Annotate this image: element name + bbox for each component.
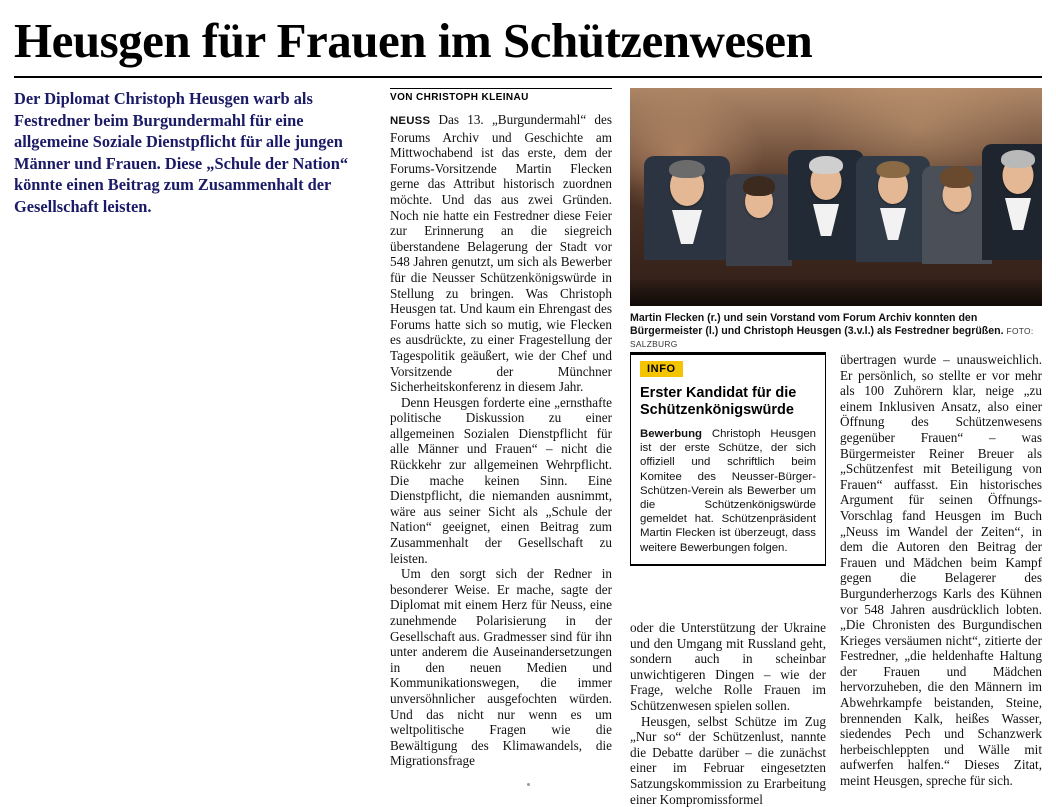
paragraph: Heusgen, selbst Schütze im Zug „Nur so“ der Schützenlust, nannte die Debatte darüber – die zunächst einer im Februar eingesetzten Satzungskommission zu Erarbeitung einer Kompromissformel <box>630 713 826 807</box>
dateline: NEUSS <box>390 115 431 127</box>
paragraph <box>390 112 612 395</box>
paragraph: Denn Heusgen forderte eine „ernsthafte politische Diskussion zu einer allgemeinen Sozialen Dienstpflicht für alle Männer und Frauen“ – nicht die Rückkehr zur allgemeinen Wehrpflicht. Die mache keinen Sinn. Eine Dienstpflicht, die niemanden ausnimmt, wäre aus seiner Sicht als „Schule der Nation“ geeignet, einen Beitrag zum Zusammenhalt der Gesellschaft zu leisten. <box>390 394 612 566</box>
headline-rule <box>14 76 1042 78</box>
paragraph: übertragen wurde – unausweichlich. Er persönlich, so stellte er vor mehr als 100 Zuhörern klar, neige „zu einem Inklusiven Ansatz, also einer Öffnung des Schützenwesens gegenüber Frauen“ – was Bürgermeister Reiner Breuer als „Schützenfest mit Beteiligung von Frauen“ auffasst. Ein historisches Argument für seinen Öffnungs-Vorschlag fand Heusgen im Buch „Neuss im Wandel der Zeiten“, in dem die Autoren den Beitrag der Frauen und Mädchen beim Kampf gegen die Belagerer des Burgunderherzogs Karls des Kühnen vor 548 Jahren ausdrücklich lobten. „Die Chronisten des Burgundischen Krieges versäumen nicht“, zitierte der Festredner, „die heldenhafte Haltung der Frauen und Mädchen hervorzuheben, die den Männern im Abwehrkampfe beistanden, Steine, brennenden Kalk, heißes Wasser, siedendes Pech und Schanzwerk herbeischleppten und Wälle mit aufwerfen halfen.“ Dieses Zitat, meint Heusgen, spreche für sich. <box>840 352 1042 789</box>
photo-scene <box>630 88 1042 306</box>
article-photo <box>630 88 1042 306</box>
paragraph: oder die Unterstützung der Ukraine und den Umgang mit Russland geht, sondern auch in scheinbar unwichtigeren Dingen – wie der Frage, welche Rolle Frauen im Schützenwesen spielen sollen. <box>630 620 826 713</box>
paragraph: Um den sorgt sich der Redner in besonderer Weise. Er mache, sagte der Diplomat mit einem Herz für Neuss, eine zunehmende Polarisierung in der Gesellschaft aus. Gradmesser sind für ihn unter anderem die Auseinandersetzungen in den neuen Medien und Kommunikationswegen, die immer unversöhnlicher ausgefochten würden. Und das nicht nur wenn es um weltpolitische Fragen wie die Bewältigung des Klimawandels, die Migrationsfrage <box>390 566 612 769</box>
info-lead-word: Bewerbung <box>640 428 703 440</box>
info-body-text: Christoph Heusgen ist der erste Schütze, der sich offiziell und schriftlich beim Komitee des Neusser-Bürger-Schützen-Verein als Bewerber um die Schützenkönigswürde gemeldet hat. Schützenpräsident Martin Flecken ist überzeugt, dass weitere Bewerbungen folgen. <box>640 428 816 554</box>
photo-foreground <box>630 280 1042 306</box>
info-title: Erster Kandidat für die Schützenkönigswürde <box>640 385 797 418</box>
lead-paragraph: Der Diplomat Christoph Heusgen warb als Festredner beim Burgundermahl für eine allgemeine Soziale Dienstpflicht für alle jungen Männer und Frauen. Diese „Schule der Nation“ könnte einen Beitrag zum Zusammenhalt der Gesellschaft leisten. <box>14 89 349 216</box>
page-headline: Heusgen für Frauen im Schützenwesen <box>14 13 813 68</box>
page-footer-dot <box>527 783 530 786</box>
article-body-col3 <box>630 620 826 807</box>
photo-caption <box>630 312 1042 351</box>
info-badge: INFO <box>640 361 683 377</box>
info-body <box>640 427 816 555</box>
paragraph-text: Das 13. „Burgundermahl“ des Forums Archiv und Geschichte am Mittwochabend ist das erste, dem der Forums-Vorsitzende Martin Flecken gerne das Attribut historisch zuordnen möchte. Und das aus zwei Gründen. Noch nie hatte ein Festredner diese Feier zur Erinnerung an die siegreich überstandene Belagerung der Stadt vor 548 Jahren genutzt, um sich als Bewerber für die Neusser Schützenkönigswürde in Stellung zu bringen. Was Christoph Heusgen tat. Und kaum ein Ehrengast des Forums hatte sich so mutig, wie Flecken es ausdrückte, zu einer Fragestellung der Tagespolitik geäußert, wie der Chef und Vorsitzende der Münchner Sicherheitskonferenz in diesem Jahr. <box>390 112 612 395</box>
caption-text: Martin Flecken (r.) und sein Vorstand vom Forum Archiv konnten den Bürgermeister (l.) und Christoph Heusgen (3.v.l.) als Festredner begrüßen. <box>630 312 1004 337</box>
article-column-4 <box>840 352 1042 789</box>
article-column-3 <box>630 620 826 807</box>
article-byline: VON CHRISTOPH KLEINAU <box>390 92 529 103</box>
article-body-col4 <box>840 352 1042 789</box>
byline-divider <box>390 88 612 89</box>
info-box <box>630 352 826 566</box>
photo-credit: FOTO: SALZBURG <box>630 326 1034 349</box>
article-column-2 <box>390 88 612 769</box>
article-body-col2 <box>390 112 612 769</box>
